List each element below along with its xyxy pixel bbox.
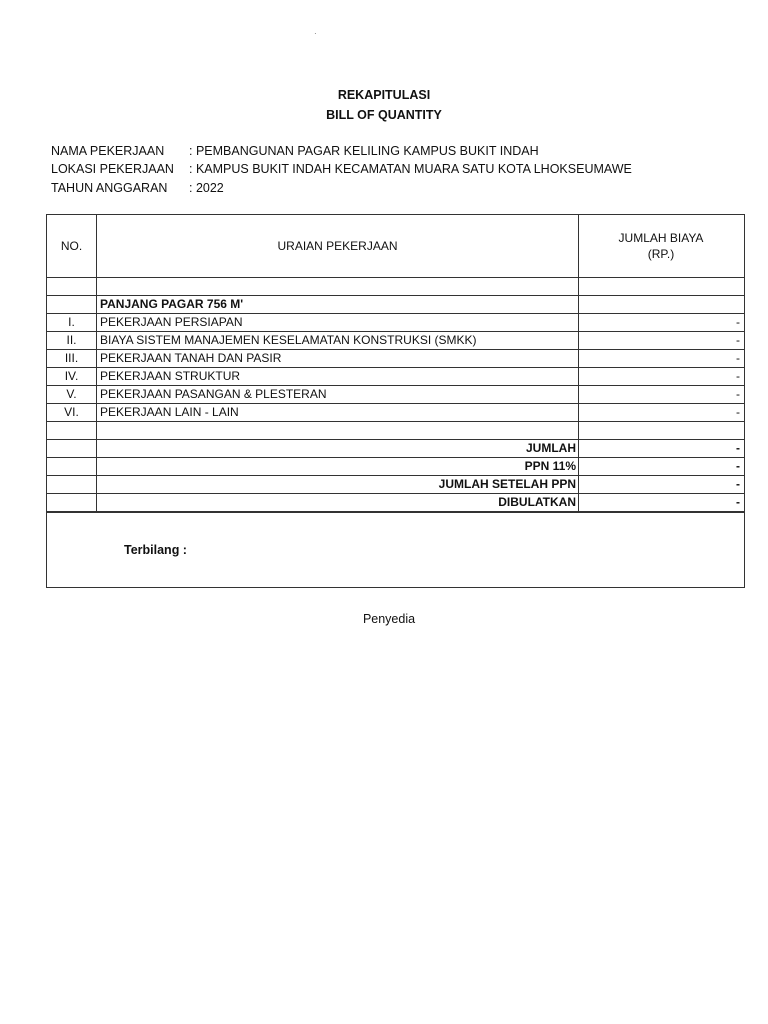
header-description: URAIAN PEKERJAAN <box>97 215 579 278</box>
item-no: III. <box>47 350 97 368</box>
summary-row-dibulatkan <box>47 494 745 513</box>
info-label: LOKASI PEKERJAAN <box>51 162 174 176</box>
scan-speck: · <box>314 29 317 38</box>
info-label: NAMA PEKERJAAN <box>51 144 165 158</box>
item-amount: - <box>579 350 745 368</box>
header-no: NO. <box>47 215 97 278</box>
empty-cell <box>47 476 97 494</box>
table-row <box>47 368 745 386</box>
item-amount: - <box>579 386 745 404</box>
item-description: PEKERJAAN PERSIAPAN <box>97 314 579 332</box>
item-amount: - <box>579 368 745 386</box>
document-title: REKAPITULASI <box>337 88 431 102</box>
item-no: II. <box>47 332 97 350</box>
summary-label: DIBULATKAN <box>97 494 579 513</box>
empty-cell <box>579 278 745 296</box>
info-value: : KAMPUS BUKIT INDAH KECAMATAN MUARA SATU KOTA LHOKSEUMAWE <box>189 162 632 176</box>
summary-amount: - <box>579 476 745 494</box>
terbilang-row <box>47 512 745 588</box>
item-no: I. <box>47 314 97 332</box>
item-description: BIAYA SISTEM MANAJEMEN KESELAMATAN KONSTRUKSI (SMKK) <box>97 332 579 350</box>
item-amount: - <box>579 404 745 422</box>
item-amount: - <box>579 314 745 332</box>
empty-cell <box>47 494 97 513</box>
summary-label: JUMLAH <box>97 440 579 458</box>
summary-amount: - <box>579 458 745 476</box>
section-row <box>47 296 745 314</box>
penyedia-label: Penyedia <box>362 612 416 626</box>
table-row <box>47 332 745 350</box>
item-description: PEKERJAAN LAIN - LAIN <box>97 404 579 422</box>
summary-label: JUMLAH SETELAH PPN <box>97 476 579 494</box>
empty-cell <box>47 278 97 296</box>
empty-cell <box>579 422 745 440</box>
summary-label: PPN 11% <box>97 458 579 476</box>
item-amount: - <box>579 332 745 350</box>
table-header-row <box>47 215 745 278</box>
empty-cell <box>579 296 745 314</box>
terbilang-label: Terbilang : <box>124 542 187 557</box>
summary-row-jumlah <box>47 440 745 458</box>
summary-amount: - <box>579 440 745 458</box>
empty-cell <box>47 296 97 314</box>
boq-table <box>46 214 745 588</box>
table-row <box>47 350 745 368</box>
item-description: PEKERJAAN PASANGAN & PLESTERAN <box>97 386 579 404</box>
item-description: PEKERJAAN TANAH DAN PASIR <box>97 350 579 368</box>
table-row <box>47 314 745 332</box>
item-no: IV. <box>47 368 97 386</box>
empty-cell <box>47 440 97 458</box>
info-value: : PEMBANGUNAN PAGAR KELILING KAMPUS BUKIT INDAH <box>189 144 539 158</box>
header-amount-line2: (RP.) <box>647 247 675 261</box>
info-label: TAHUN ANGGARAN <box>51 181 168 195</box>
item-description: PEKERJAAN STRUKTUR <box>97 368 579 386</box>
empty-cell <box>47 458 97 476</box>
terbilang-cell <box>47 512 745 588</box>
item-no: VI. <box>47 404 97 422</box>
document-subtitle: BILL OF QUANTITY <box>326 108 442 122</box>
spacer-row <box>47 278 745 296</box>
header-amount <box>579 215 745 278</box>
summary-row-ppn <box>47 458 745 476</box>
summary-row-jumlah-setelah-ppn <box>47 476 745 494</box>
header-amount-line1: JUMLAH BIAYA <box>618 231 704 245</box>
info-value: : 2022 <box>189 181 224 195</box>
table-row <box>47 404 745 422</box>
empty-cell <box>97 422 579 440</box>
empty-cell <box>97 278 579 296</box>
item-no: V. <box>47 386 97 404</box>
section-title: PANJANG PAGAR 756 M' <box>97 296 579 314</box>
empty-cell <box>47 422 97 440</box>
spacer-row <box>47 422 745 440</box>
summary-amount: - <box>579 494 745 513</box>
table-row <box>47 386 745 404</box>
